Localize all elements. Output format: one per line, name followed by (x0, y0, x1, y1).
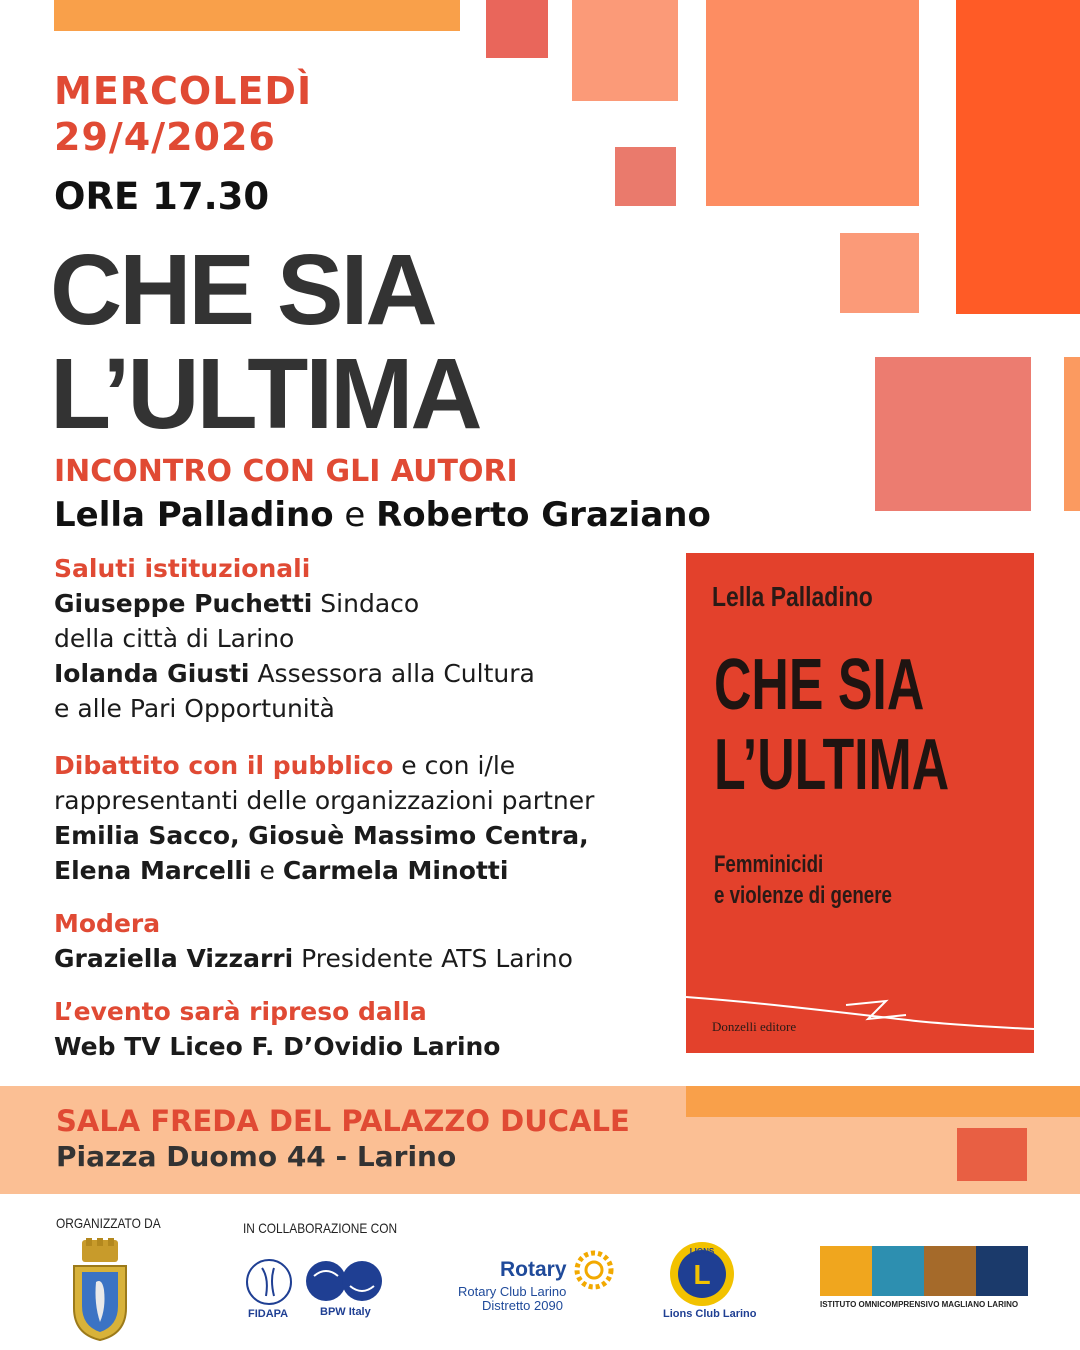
book-subtitle (714, 849, 892, 911)
greeting-1-role-cont: della città di Larino (54, 624, 295, 653)
lions-logo-icon (668, 1240, 736, 1308)
book-swoosh-icon (686, 983, 1034, 1053)
organized-by-label: ORGANIZZATO DA (56, 1215, 161, 1231)
greeting-1-name: Giuseppe Puchetti (54, 589, 313, 618)
lions-badge-text: LIONS (689, 1247, 715, 1256)
bpw-label: BPW Italy (320, 1306, 371, 1318)
rotary-district-label: Distretto 2090 (482, 1298, 563, 1313)
book-title-line2: L’ULTIMA (714, 725, 950, 805)
venue-address: Piazza Duomo 44 - Larino (56, 1140, 457, 1173)
partner-4: Carmela Minotti (282, 856, 509, 885)
fidapa-logo-icon (244, 1258, 294, 1306)
event-authors (54, 495, 711, 535)
moderator-name: Graziella Vizzarri (54, 944, 294, 973)
bpw-logo-icon (304, 1258, 384, 1304)
deco-square-5 (615, 147, 676, 206)
book-title (714, 645, 949, 805)
deco-square-7 (875, 357, 1031, 511)
book-author: Lella Palladino (712, 581, 873, 612)
institute-compass-icon (872, 1246, 924, 1296)
broadcast-section (54, 994, 500, 1064)
institute-logo (820, 1246, 1028, 1296)
greetings-heading: Saluti istituzionali (54, 554, 311, 583)
event-title (50, 234, 480, 450)
moderator-role: Presidente ATS Larino (301, 944, 573, 973)
debate-section (54, 748, 594, 888)
broadcast-name-text: Web TV Liceo F. D’Ovidio Larino (54, 1032, 501, 1061)
greeting-2-name: Iolanda Giusti (54, 659, 250, 688)
debate-text-cont: rappresentanti delle organizzazioni partner (54, 786, 595, 815)
deco-square-3 (706, 0, 919, 206)
debate-text: e con i/le (401, 751, 516, 780)
greeting-1 (54, 586, 535, 621)
author-join: e (344, 495, 366, 535)
deco-bar-right (1064, 357, 1080, 511)
author-2: Roberto Graziano (376, 495, 711, 535)
lions-label: Lions Club Larino (663, 1308, 757, 1320)
rotary-wheel-icon (574, 1250, 614, 1290)
debate-heading: Dibattito con il pubblico (54, 751, 394, 780)
partners-line2 (54, 853, 594, 888)
event-time: ORE 17.30 (54, 175, 270, 218)
partners-join: e (259, 856, 275, 885)
institute-atom-icon (976, 1246, 1028, 1296)
institute-label: ISTITUTO OMNICOMPRENSIVO MAGLIANO LARINO (820, 1300, 1019, 1309)
broadcast-name (54, 1029, 500, 1064)
moderator-line (54, 941, 573, 976)
partner-3: Elena Marcelli (54, 856, 252, 885)
deco-square-6 (840, 233, 919, 313)
event-title-line1: CHE SIA (50, 234, 435, 346)
book-cover (686, 553, 1034, 1053)
rotary-club-label: Rotary Club Larino (458, 1284, 567, 1299)
collaboration-label: IN COLLABORAZIONE CON (243, 1220, 398, 1236)
broadcast-heading: L’evento sarà ripreso dalla (54, 997, 427, 1026)
venue-name: SALA FREDA DEL PALAZZO DUCALE (56, 1104, 630, 1138)
institute-wheat-icon (924, 1246, 976, 1296)
rotary-title: Rotary (500, 1258, 567, 1281)
event-date: 29/4/2026 (54, 115, 276, 159)
moderator-section (54, 906, 573, 976)
svg-text:L: L (693, 1259, 711, 1290)
partners-line1 (54, 818, 594, 853)
fidapa-label: FIDAPA (248, 1308, 289, 1320)
greeting-2-role: Assessora alla Cultura (257, 659, 535, 688)
author-1: Lella Palladino (54, 495, 334, 535)
deco-bar-top-left (54, 0, 460, 31)
greeting-1-role: Sindaco (320, 589, 420, 618)
book-subtitle-line2: e violenze di genere (714, 882, 892, 909)
greeting-2 (54, 656, 535, 691)
debate-line (54, 748, 594, 783)
deco-square-1 (486, 0, 548, 58)
moderator-heading: Modera (54, 909, 161, 938)
partners-names: Emilia Sacco, Giosuè Massimo Centra, (54, 821, 589, 850)
book-publisher: Donzelli editore (712, 1019, 797, 1034)
event-title-line2: L’ULTIMA (50, 338, 480, 450)
event-subtitle: INCONTRO CON GLI AUTORI (54, 454, 518, 489)
deco-square-2 (572, 0, 678, 101)
institute-hand-icon (820, 1246, 872, 1296)
greetings-section (54, 551, 535, 726)
event-date-block (54, 68, 312, 160)
book-subtitle-line1: Femminicidi (714, 851, 824, 878)
larino-crest-icon (68, 1238, 132, 1342)
event-day: MERCOLEDÌ (54, 69, 313, 113)
deco-square-band (957, 1128, 1027, 1181)
deco-square-4 (956, 0, 1080, 314)
book-title-line1: CHE SIA (714, 645, 925, 725)
deco-bar-band (686, 1086, 1080, 1117)
greeting-2-role-cont: e alle Pari Opportunità (54, 694, 335, 723)
